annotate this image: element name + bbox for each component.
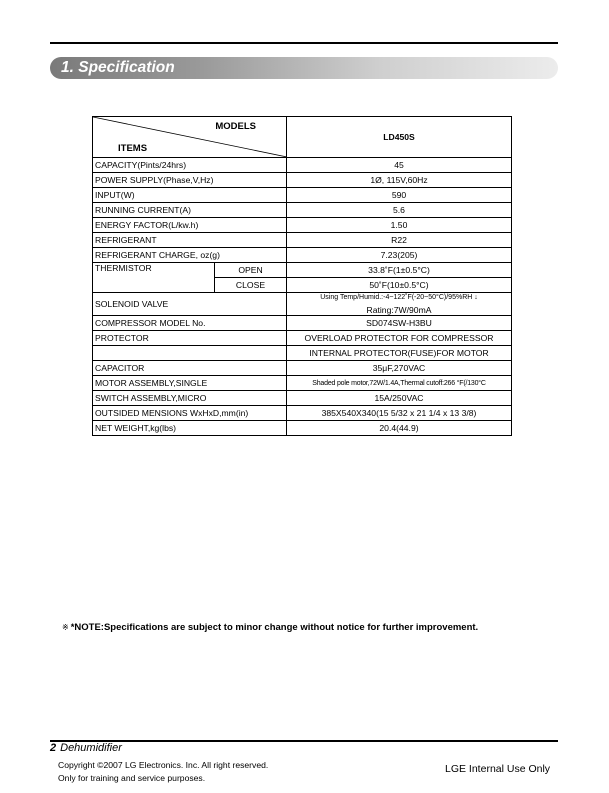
header-items: ITEMS	[118, 143, 148, 154]
table-row	[93, 361, 512, 376]
row-value: 385X540X340(15 5/32 x 21 1/4 x 13 3/8)	[287, 406, 512, 421]
row-value: SD074SW-H3BU	[287, 316, 512, 331]
table-row	[93, 188, 512, 203]
row-value: 7.23(205)	[287, 248, 512, 263]
row-value: 15A/250VAC	[287, 391, 512, 406]
note-mark: ※	[62, 623, 69, 632]
row-value: 1.50	[287, 218, 512, 233]
internal-use-label: LGE Internal Use Only	[445, 763, 551, 775]
top-rule	[50, 42, 558, 44]
table-row	[93, 233, 512, 248]
footer-copyright	[58, 759, 268, 784]
row-label: REFRIGERANT CHARGE, oz(g)	[93, 248, 287, 263]
table-row	[93, 316, 512, 331]
protector-label: PROTECTOR	[93, 331, 287, 346]
row-label: REFRIGERANT	[93, 233, 287, 248]
row-label: RUNNING CURRENT(A)	[93, 203, 287, 218]
page-number: 2	[50, 742, 57, 754]
row-value: 45	[287, 158, 512, 173]
table-row	[93, 391, 512, 406]
row-value: 5.6	[287, 203, 512, 218]
table-row-thermistor-open	[93, 263, 512, 278]
header-diagonal-cell	[93, 117, 287, 158]
empty-label	[93, 346, 287, 361]
row-label: POWER SUPPLY(Phase,V,Hz)	[93, 173, 287, 188]
row-value: 1Ø, 115V,60Hz	[287, 173, 512, 188]
solenoid-condition: Using Temp/Humid.:-4~122˚F(-20~50°C)/95%RH ↓	[320, 294, 478, 301]
thermistor-close-value: 50˚F(10±0.5°C)	[287, 278, 512, 293]
table-row	[93, 203, 512, 218]
solenoid-label: SOLENOID VALVE	[93, 293, 287, 316]
row-label: INPUT(W)	[93, 188, 287, 203]
section-banner	[50, 57, 558, 79]
header-models: MODELS	[215, 121, 256, 132]
table-row-solenoid	[93, 293, 512, 316]
table-row-protector-2	[93, 346, 512, 361]
row-value: 20.4(44.9)	[287, 421, 512, 436]
section-title: 1. Specification	[61, 59, 175, 76]
row-label: CAPACITOR	[93, 361, 287, 376]
row-label: SWITCH ASSEMBLY,MICRO	[93, 391, 287, 406]
table-row	[93, 218, 512, 233]
protector-value-2: INTERNAL PROTECTOR(FUSE)FOR MOTOR	[287, 346, 512, 361]
manual-name: Dehumidifier	[60, 742, 122, 754]
row-label: OUTSIDED MENSIONS WxHxD,mm(in)	[93, 406, 287, 421]
table-row	[93, 248, 512, 263]
table-header-row	[93, 117, 512, 158]
note	[62, 622, 478, 633]
row-label: CAPACITY(Pints/24hrs)	[93, 158, 287, 173]
table-row	[93, 376, 512, 391]
row-label: NET WEIGHT,kg(lbs)	[93, 421, 287, 436]
row-value: 590	[287, 188, 512, 203]
training-text: Only for training and service purposes.	[58, 772, 206, 783]
row-value: R22	[287, 233, 512, 248]
thermistor-open-value: 33.8˚F(1±0.5°C)	[287, 263, 512, 278]
footer-page-info	[50, 742, 122, 754]
row-value: 35μF,270VAC	[287, 361, 512, 376]
thermistor-close-label: CLOSE	[215, 278, 287, 293]
protector-value-1: OVERLOAD PROTECTOR FOR COMPRESSOR	[287, 331, 512, 346]
note-text: *NOTE:Specifications are subject to minor change without notice for further improvement.	[70, 622, 479, 633]
table-row	[93, 421, 512, 436]
table-row	[93, 173, 512, 188]
row-label: MOTOR ASSEMBLY,SINGLE	[93, 376, 287, 391]
table-row	[93, 406, 512, 421]
table-row	[93, 158, 512, 173]
row-label: ENERGY FACTOR(L/kw.h)	[93, 218, 287, 233]
thermistor-open-label: OPEN	[215, 263, 287, 278]
solenoid-value-cell	[287, 293, 512, 316]
spec-table	[92, 116, 512, 436]
solenoid-rating: Rating:7W/90mA	[366, 305, 432, 315]
copyright-text: Copyright ©2007 LG Electronics. Inc. All right reserved.	[58, 760, 269, 770]
row-value: Shaded pole motor,72W/1.4A,Thermal cutoff:266 °F(/130°C	[287, 376, 512, 391]
row-label: COMPRESSOR MODEL No.	[93, 316, 287, 331]
table-row-protector	[93, 331, 512, 346]
thermistor-label: THERMISTOR	[93, 263, 215, 293]
bottom-rule	[50, 740, 558, 742]
model-name: LD450S	[287, 117, 512, 158]
